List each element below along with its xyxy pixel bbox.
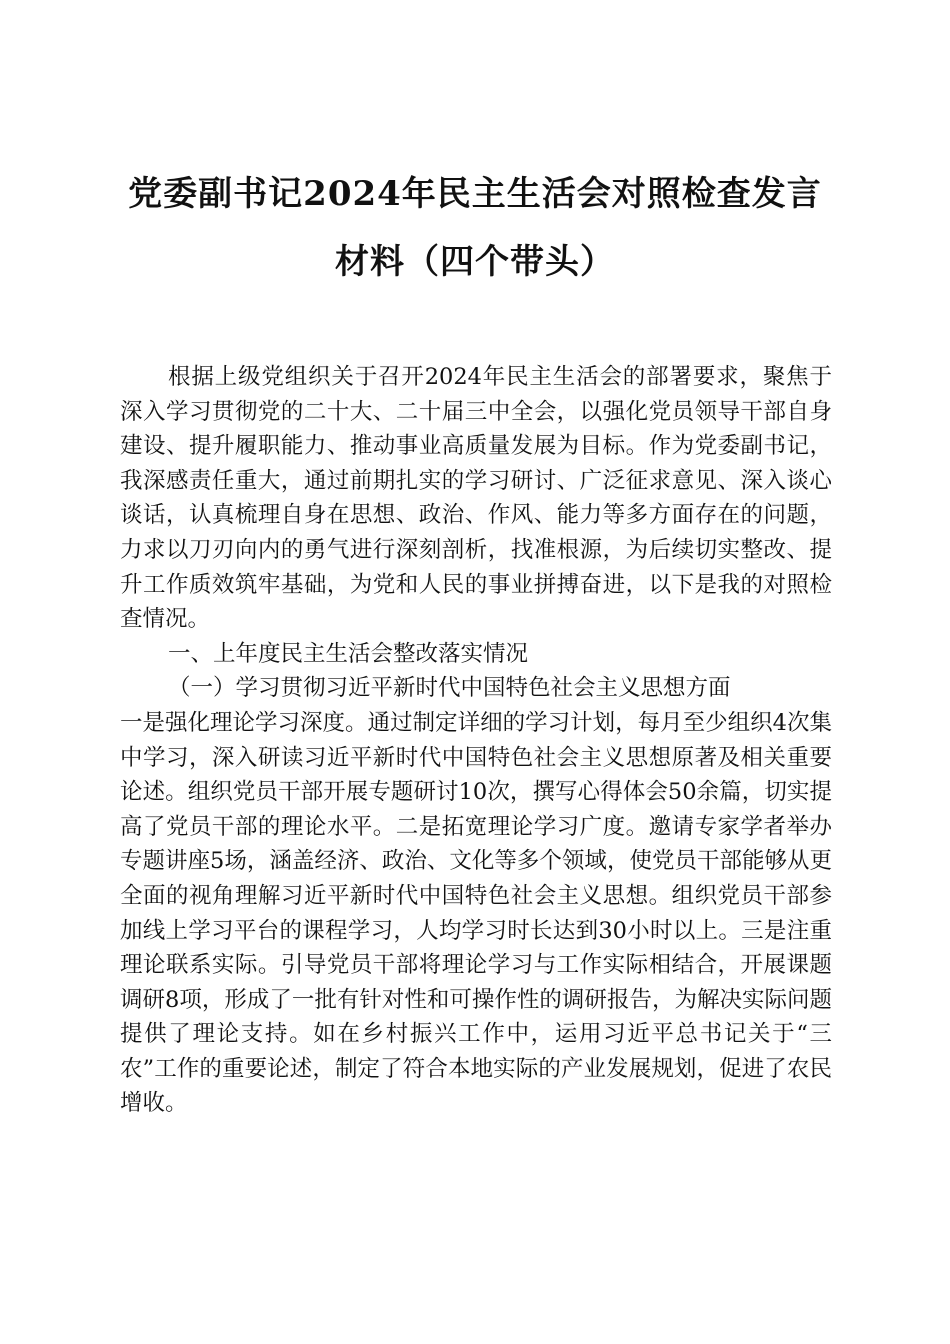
- intro-paragraph: 根据上级党组织关于召开2024年民主生活会的部署要求，聚焦于深入学习贯彻党的二十大、二十届三中全会，以强化党员领导干部自身建设、提升履职能力、推动事业高质量发展为目标。作为党委副书记，我深感责任重大，通过前期扎实的学习研讨、广泛征求意见、深入谈心谈话，认真梳理自身在思想、政治、作风、能力等多方面存在的问题，力求以刀刃向内的勇气进行深刻剖析，找准根源，为后续切实整改、提升工作质效筑牢基础，为党和人民的事业拼搏奋进，以下是我的对照检查情况。: [120, 364, 832, 633]
- subsection-paragraph: 一是强化理论学习深度。通过制定详细的学习计划，每月至少组织4次集中学习，深入研读习近平新时代中国特色社会主义思想原著及相关重要论述。组织党员干部开展专题研讨10次，撰写心得体会50余篇，切实提高了党员干部的理论水平。二是拓宽理论学习广度。邀请专家学者举办专题讲座5场，涵盖经济、政治、文化等多个领域，使党员干部能够从更全面的视角理解习近平新时代中国特色社会主义思想。组织党员干部参加线上学习平台的课程学习，人均学习时长达到30小时以上。三是注重理论联系实际。引导党员干部将理论学习与工作实际相结合，开展课题调研8项，形成了一批有针对性和可操作性的调研报告，为解决实际问题提供了理论支持。如在乡村振兴工作中，运用习近平总书记关于“三农”工作的重要论述，制定了符合本地实际的产业发展规划，促进了农民增收。: [120, 709, 832, 1117]
- subsection-heading: （一）学习贯彻习近平新时代中国特色社会主义思想方面: [168, 675, 731, 702]
- section-heading: 一、上年度民主生活会整改落实情况: [168, 640, 529, 667]
- document-title-line-2: 材料（四个带头）: [335, 242, 615, 282]
- document-title-line-1: 党委副书记2024年民主生活会对照检查发言: [128, 174, 822, 214]
- document-body: [120, 360, 832, 1121]
